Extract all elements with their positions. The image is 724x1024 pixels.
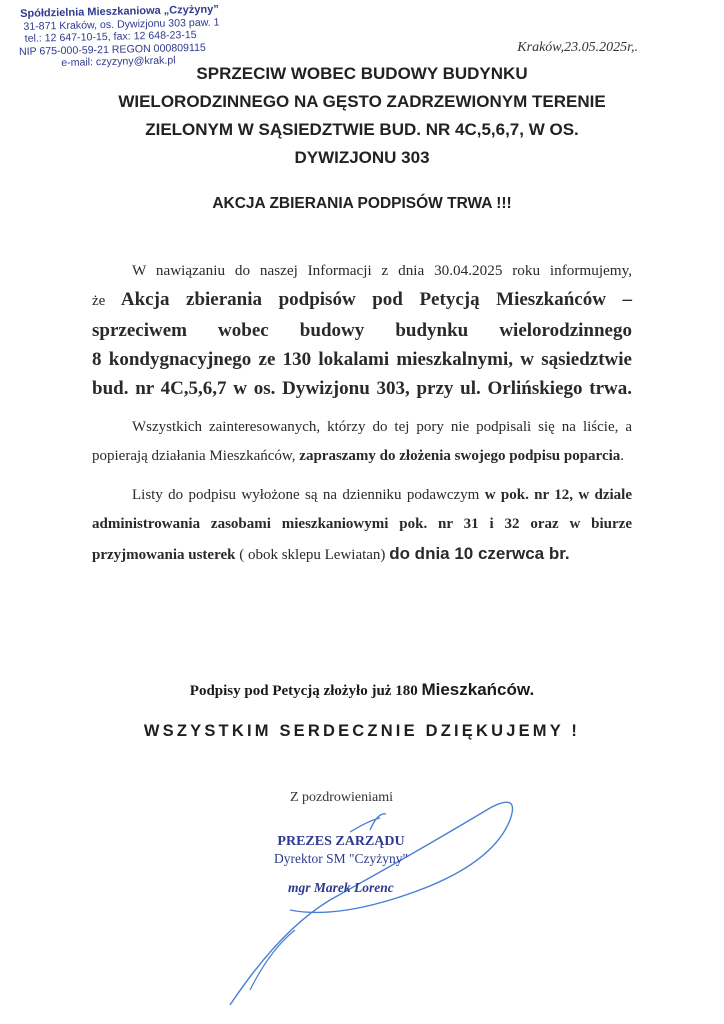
greeting: Z pozdrowieniami (290, 790, 394, 805)
p2-bold: zapraszamy do złożenia swojego podpisu poparcia (299, 448, 621, 464)
p1-line2-bold: Akcja zbierania podpisów pod Petycją Mieszkańców – (120, 289, 632, 310)
action-heading: AKCJA ZBIERANIA PODPISÓW TRWA !!! (212, 195, 512, 212)
p1-line1: W nawiązaniu do naszej Informacji z dnia 30.04.2025 roku informujemy, (132, 262, 632, 279)
handwritten-signature (220, 790, 540, 1010)
signatory-role: Dyrektor SM "Czyżyny" (274, 851, 409, 866)
title-line: SPRZECIW WOBEC BUDOWY BUDYNKU (196, 64, 528, 83)
letter-body (92, 256, 632, 570)
stamp-ids: NIP 675-000-59-21 REGON 000809115 (18, 41, 206, 58)
p1-line2 (92, 285, 632, 316)
p1-line4: 8 kondygnacyjnego ze 130 lokalami mieszkalnymi, w sąsiedztwie (92, 349, 632, 370)
stamp-phone: tel.: 12 647-10-15, fax: 12 648-23-15 (24, 29, 197, 46)
title-line: ZIELONYM W SĄSIEDZTWIE BUD. NR 4C,5,6,7, W OS. (145, 120, 579, 139)
stamp-email: e-mail: czyzyny@krak.pl (61, 54, 176, 70)
p2-text: Wszystkich zainteresowanych, którzy do tej pory nie podpisali się na liście, a popierają działania Mieszkańców, (92, 419, 632, 464)
paragraph-3 (92, 481, 632, 570)
paragraph-2 (92, 413, 632, 471)
p3-text1: Listy do podpisu wyłożone są na dzienniku podawczym (132, 487, 485, 503)
signed-text: Podpisy pod Petycją złożyło już 180 (189, 683, 422, 699)
stamp-org: Spółdzielnia Mieszkaniowa „Czyżyny” (19, 3, 219, 20)
stamp-address: 31-871 Kraków, os. Dywizjonu 303 paw. 1 (23, 16, 220, 33)
signatory-name: mgr Marek Lorenc (288, 880, 394, 895)
signatures-count (60, 680, 664, 700)
paragraph-1 (92, 256, 632, 403)
p1-line5: bud. nr 4C,5,6,7 w os. Dywizjonu 303, przy ul. Orlińskiego trwa. (92, 378, 632, 399)
p3-text2: ( obok sklepu Lewiatan) (235, 547, 390, 563)
signatory-title: PREZES ZARZĄDU (277, 834, 405, 849)
signed-emph: Mieszkańców. (421, 680, 535, 699)
title-line: WIELORODZINNEGO NA GĘSTO ZADRZEWIONYM TERENIE (118, 92, 606, 111)
p1-line2-prefix: że (92, 293, 121, 309)
signatory-block (274, 833, 408, 867)
title-line: DYWIZJONU 303 (294, 148, 430, 167)
p1-line3: sprzeciwem wobec budowy budynku wielorodzinnego (92, 320, 632, 341)
p3-bold2: do dnia 10 czerwca br. (389, 544, 570, 563)
thanks-heading: WSZYSTKIM SERDECZNIE DZIĘKUJEMY ! (143, 722, 581, 740)
document-date: Kraków,23.05.2025r,. (517, 40, 638, 55)
document-title (60, 60, 664, 172)
p2-end: . (620, 448, 625, 464)
p3-bold1: w pok. nr 12, w dziale administrowania zasobami mieszkaniowymi pok. nr 31 i 32 oraz w biurze przyjmowania usterek (92, 487, 632, 563)
